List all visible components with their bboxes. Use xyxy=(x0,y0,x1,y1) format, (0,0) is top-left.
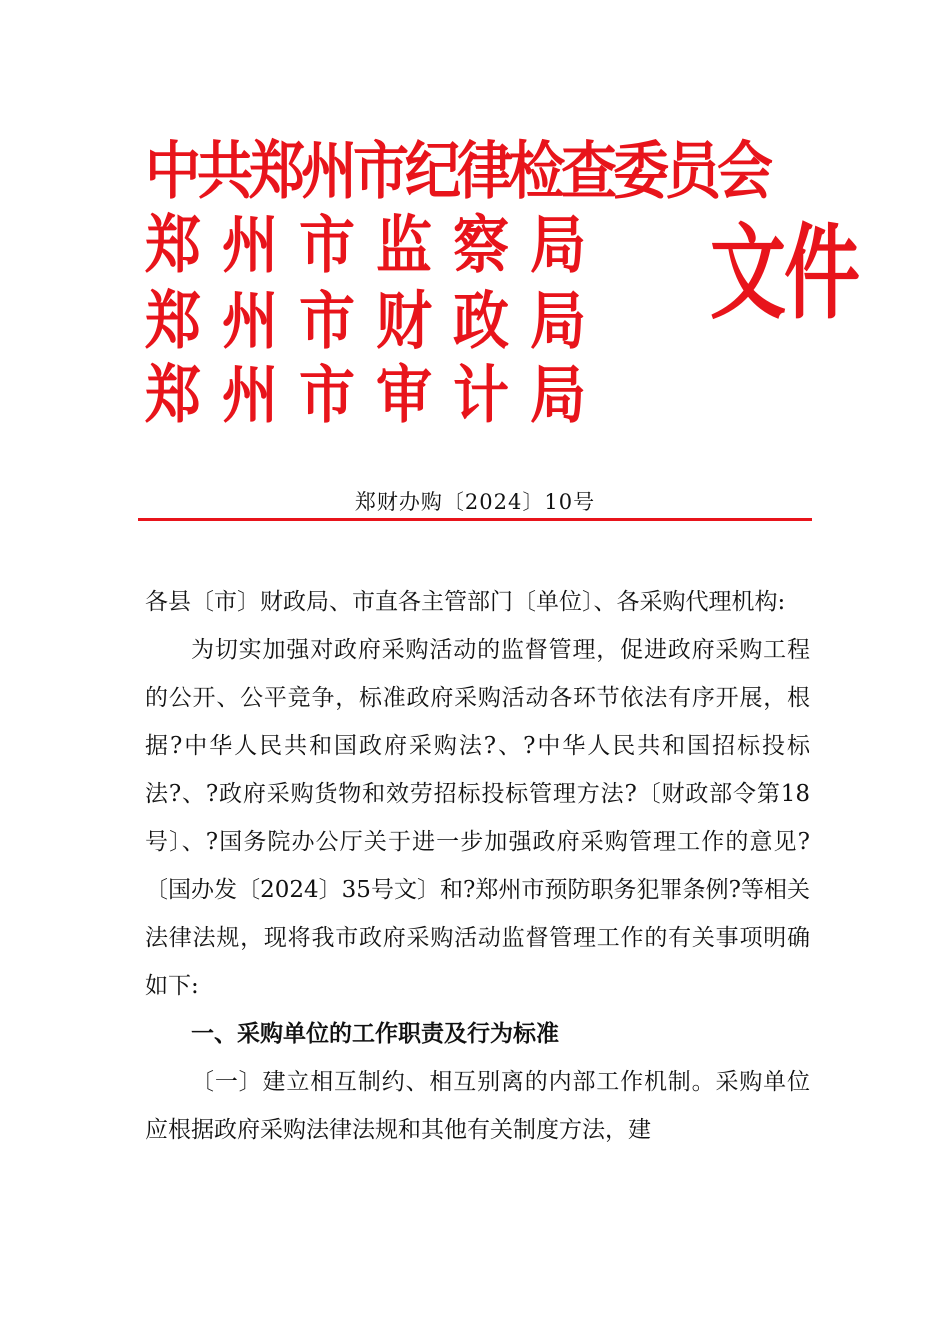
intro-paragraph: 为切实加强对政府采购活动的监督管理，促进政府采购工程的公开、公平竞争，标准政府采购活动各环节依法有序开展，根据?中华人民共和国政府采购法?、?中华人民共和国招标投标法?、?政府采购货物和效劳招标投标管理方法?〔财政部令第18号〕、?国务院办公厅关于进一步加强政府采购管理工作的意见?〔国办发〔2024〕35号文〕和?郑州市预防职务犯罪条例?等相关法律法规，现将我市政府采购活动监督管理工作的有关事项明确如下: xyxy=(145,637,810,999)
document-number: 郑财办购〔2024〕10号 xyxy=(354,490,596,514)
section-heading: 一、采购单位的工作职责及行为标准 xyxy=(191,1021,559,1047)
document-body xyxy=(145,578,810,1154)
issuer-line-finance-bureau: 郑州市财政局 xyxy=(145,284,607,359)
document-word: 文件 xyxy=(710,212,858,333)
recipients-paragraph: 各县〔市〕财政局、市直各主管部门〔单位〕、各采购代理机构: xyxy=(145,589,786,615)
issuer-line-audit-bureau: 郑州市审计局 xyxy=(145,358,607,433)
issuer-line-supervision-bureau: 郑州市监察局 xyxy=(145,208,607,283)
issuer-line-discipline-committee: 中共郑州市纪律检查委员会 xyxy=(145,134,769,209)
red-divider-line xyxy=(138,518,812,521)
section-item-paragraph: 〔一〕建立相互制约、相互别离的内部工作机制。采购单位应根据政府采购法律法规和其他有关制度方法，建 xyxy=(145,1069,810,1143)
